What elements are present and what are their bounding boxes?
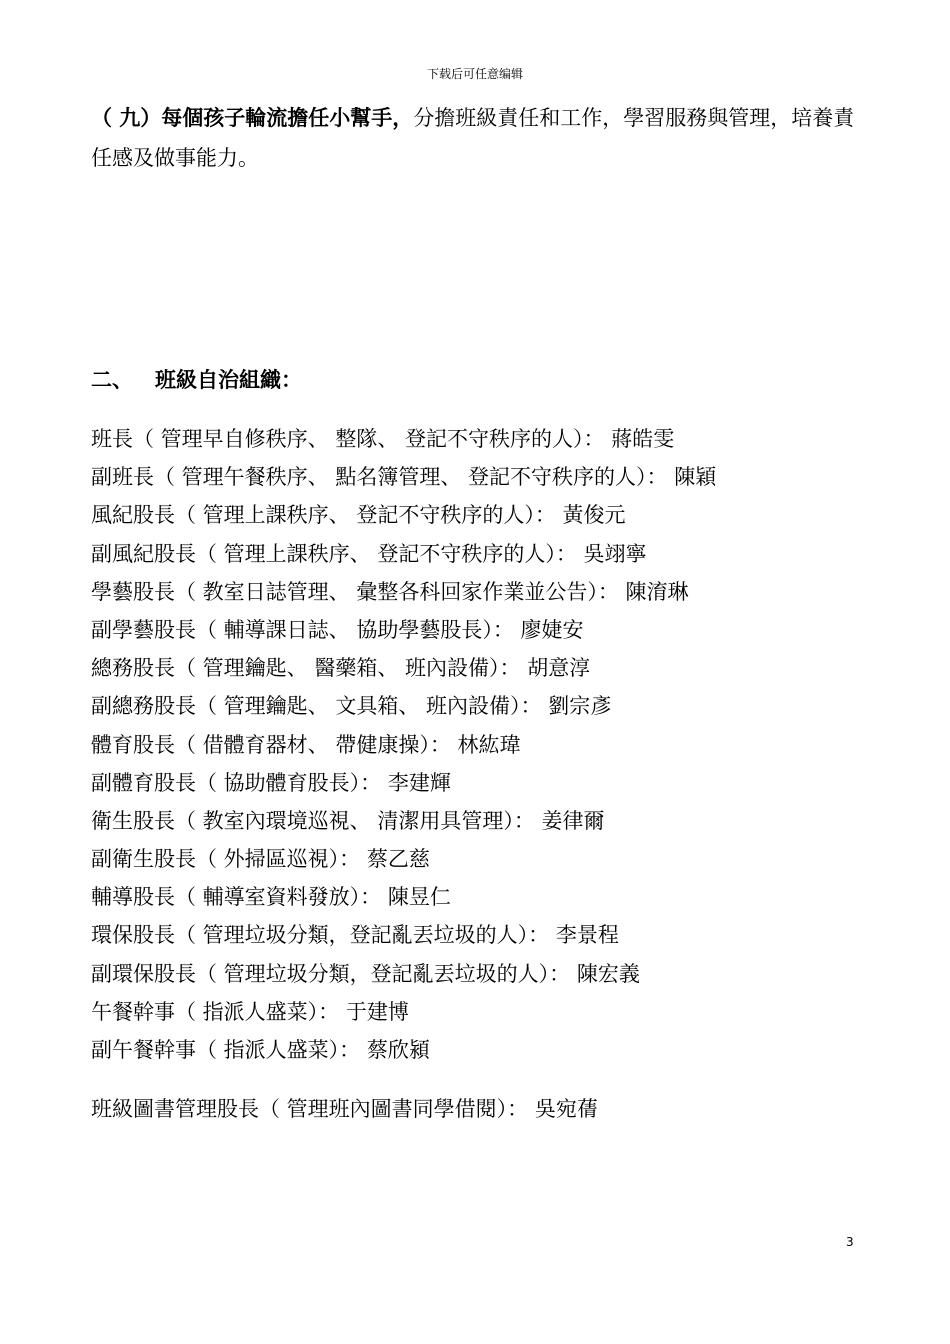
page-number: 3 [846,1235,854,1249]
officer-roster [91,420,871,1069]
section-number: 二、 [91,368,133,392]
intro-bold-text: （ 九）每個孩子輪流擔任小幫手， [91,106,414,130]
library-officer: 班級圖書管理股長（ 管理班內圖書同學借閱）： 吳宛蒨 [91,1097,598,1121]
roster-item: 午餐幹事（ 指派人盛菜）： 于建博 [91,999,409,1024]
section-heading [91,362,302,398]
roster-item: 總務股長（ 管理鑰匙、 醫藥箱、 班內設備）： 胡意淳 [91,656,591,681]
roster-item: 副總務股長（ 管理鑰匙、 文具箱、 班內設備）： 劉宗彥 [91,694,612,719]
intro-rest-text: 分擔班級責任和工作，學習服務與管理，培養責任感及做事能力。 [91,106,855,170]
section-title: 班級自治組織： [155,368,302,392]
roster-item: 衛生股長（ 教室內環境巡視、 清潔用具管理）： 姜律爾 [91,808,605,833]
intro-paragraph [91,98,871,178]
roster-item: 副衛生股長（ 外掃區巡視）： 蔡乙慈 [91,847,430,872]
roster-item: 副班長（ 管理午餐秩序、 點名簿管理、 登記不守秩序的人）： 陳穎 [91,465,717,490]
roster-item: 風紀股長（ 管理上課秩序、 登記不守秩序的人）： 黃俊元 [91,503,626,528]
roster-item: 班長（ 管理早自修秩序、 整隊、 登記不守秩序的人）： 蔣皓雯 [91,427,675,451]
roster-item: 副體育股長（ 協助體育股長）： 李建輝 [91,770,451,795]
roster-item: 輔導股長（ 輔導室資料發放）： 陳昱仁 [91,885,451,910]
roster-item: 副環保股長（ 管理垃圾分類，登記亂丟垃圾的人）： 陳宏義 [91,961,640,986]
roster-item: 學藝股長（ 教室日誌管理、 彙整各科回家作業並公告）： 陳淯琳 [91,579,689,604]
roster-item: 副午餐幹事（ 指派人盛菜）： 蔡欣潁 [91,1038,430,1062]
roster-item: 環保股長（ 管理垃圾分類，登記亂丟垃圾的人）： 李景程 [91,923,619,948]
roster-item: 體育股長（ 借體育器材、 帶健康操）： 林紘瑋 [91,732,521,757]
page-header: 下载后可任意编辑 [426,67,523,81]
roster-item: 副風紀股長（ 管理上課秩序、 登記不守秩序的人）： 吳翊寧 [91,541,647,566]
roster-item: 副學藝股長（ 輔導課日誌、 協助學藝股長）： 廖婕安 [91,617,584,642]
